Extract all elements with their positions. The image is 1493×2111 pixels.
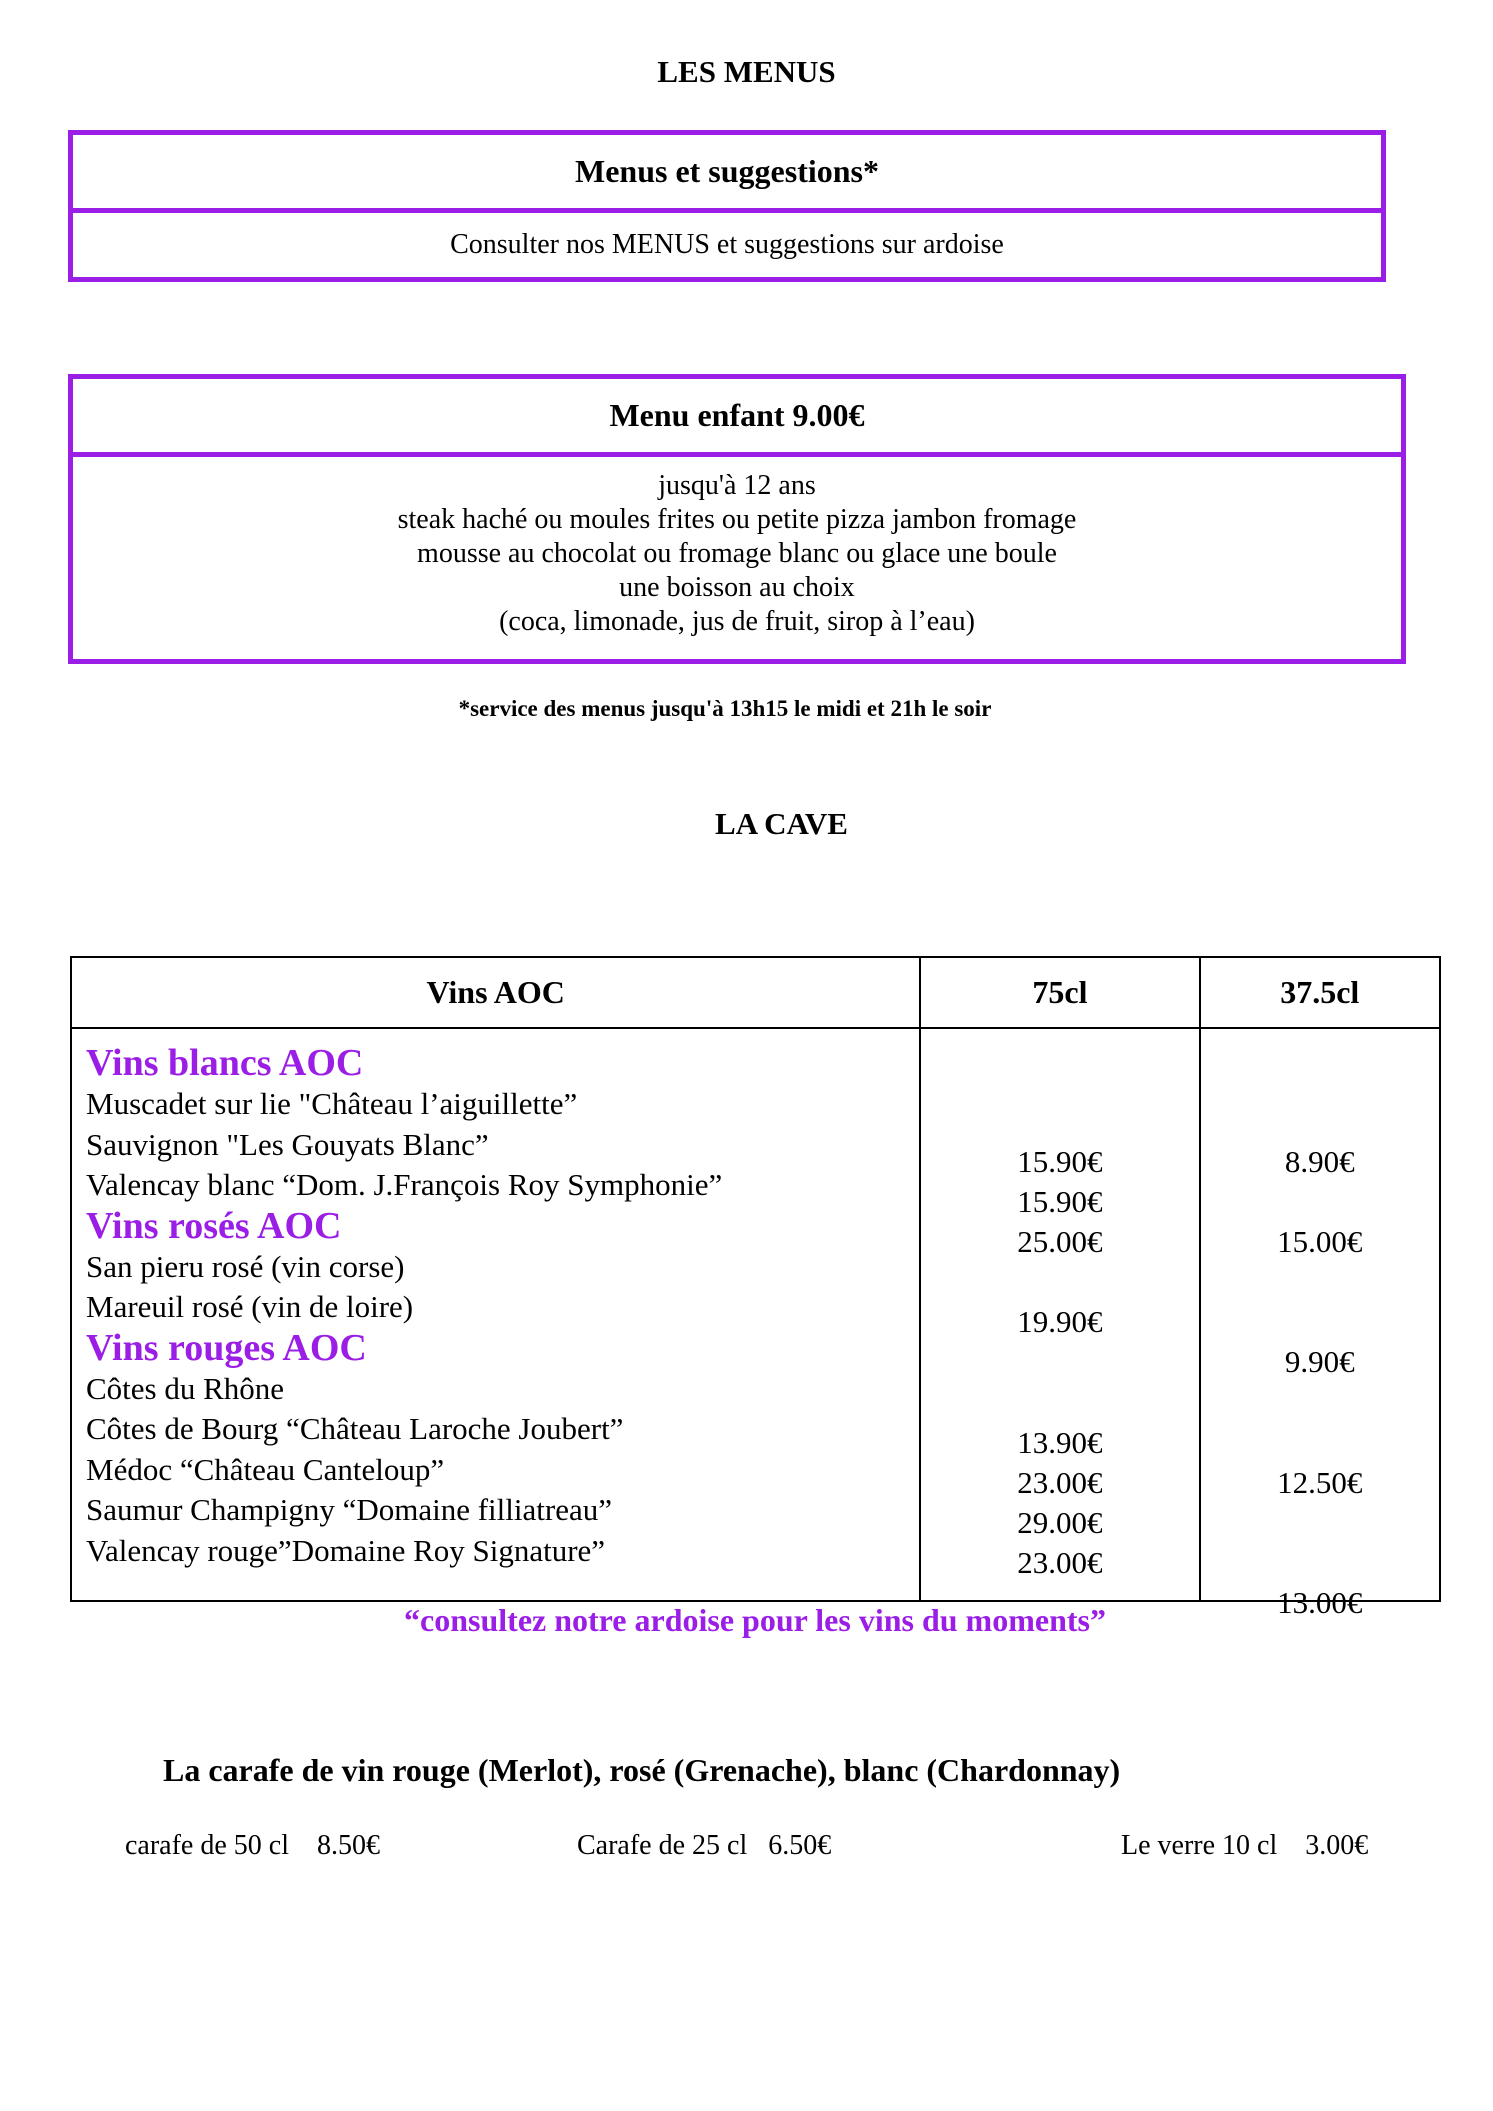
wine-table-header [71, 957, 1440, 1028]
menu-enfant-heading: Menu enfant 9.00€ [73, 379, 1401, 457]
suggestions-text: Consulter nos MENUS et suggestions sur ardoise [450, 229, 1004, 260]
verre-10cl: Le verre 10 cl 3.00€ [1121, 1830, 1369, 1861]
price-37cl: 9.90€ [1284, 1344, 1355, 1379]
menu-enfant-line: une boisson au choix [619, 572, 855, 603]
menu-enfant-box [68, 374, 1406, 664]
wine-list-cell [71, 1028, 920, 1601]
wine-item: Muscadet sur lie "Château l’aiguillette” [86, 1086, 578, 1121]
price-75cl: 23.00€ [1017, 1465, 1103, 1500]
carafe-50cl: carafe de 50 cl 8.50€ [125, 1830, 380, 1861]
menus-service-note: *service des menus jusqu'à 13h15 le midi et 21h le soir [458, 696, 992, 721]
price-75cl: 29.00€ [1017, 1505, 1103, 1540]
price-37cl: 13.00€ [1277, 1585, 1363, 1620]
menu-enfant-line: steak haché ou moules frites ou petite pizza jambon fromage [397, 504, 1077, 535]
wine-item: Côtes de Bourg “Château Laroche Joubert” [86, 1411, 624, 1446]
cave-title: LA CAVE [715, 806, 848, 841]
section-blancs: Vins blancs AOC [86, 1042, 364, 1084]
wine-item: Valencay blanc “Dom. J.François Roy Symphonie” [86, 1167, 723, 1202]
wine-item: Médoc “Château Canteloup” [86, 1451, 445, 1487]
wine-item: Valencay rouge”Domaine Roy Signature” [86, 1532, 606, 1568]
price-75cl: 25.00€ [1017, 1224, 1103, 1259]
menu-enfant-line: (coca, limonade, jus de fruit, sirop à l’eau) [499, 606, 975, 637]
carafe-title: La carafe de vin rouge (Merlot), rosé (Grenache), blanc (Chardonnay) [163, 1752, 1121, 1788]
wine-table-body [71, 1028, 1440, 1601]
header-wines: Vins AOC [71, 957, 920, 1028]
menu-enfant-details [73, 457, 1401, 639]
price-75cl: 13.90€ [1017, 1425, 1103, 1460]
price-37cl: 15.00€ [1277, 1224, 1363, 1259]
wine-item: Côtes du Rhône [86, 1370, 285, 1406]
price-75cl: 15.90€ [1017, 1184, 1103, 1219]
price-75cl: 23.00€ [1017, 1545, 1103, 1580]
wine-item: San pieru rosé (vin corse) [86, 1248, 405, 1284]
suggestions-box [68, 130, 1386, 282]
wine-item: Mareuil rosé (vin de loire) [86, 1289, 414, 1324]
price-37cl: 8.90€ [1284, 1144, 1355, 1179]
price-37cl: 12.50€ [1277, 1465, 1363, 1500]
menu-enfant-line: jusqu'à 12 ans [658, 470, 816, 501]
wine-list [72, 1029, 919, 1571]
carafe-25cl: Carafe de 25 cl 6.50€ [577, 1830, 832, 1861]
menus-title: LES MENUS [657, 54, 836, 89]
price-75cl: 19.90€ [1017, 1304, 1103, 1339]
header-75cl: 75cl [920, 957, 1199, 1028]
wine-item: Sauvignon "Les Gouyats Blanc” [86, 1126, 489, 1162]
header-37cl: 37.5cl [1200, 957, 1440, 1028]
cave-ardoise-note: “consultez notre ardoise pour les vins du moments” [404, 1602, 1106, 1638]
section-roses: Vins rosés AOC [86, 1204, 342, 1247]
suggestions-heading: Menus et suggestions* [73, 135, 1381, 213]
price-75cl: 15.90€ [1017, 1144, 1103, 1179]
menu-enfant-line: mousse au chocolat ou fromage blanc ou glace une boule [417, 538, 1057, 569]
price-37cl-cell [1200, 1028, 1440, 1620]
price-75cl-cell [920, 1028, 1199, 1601]
section-rouges: Vins rouges AOC [86, 1326, 367, 1369]
wine-item: Saumur Champigny “Domaine filliatreau” [86, 1492, 612, 1527]
